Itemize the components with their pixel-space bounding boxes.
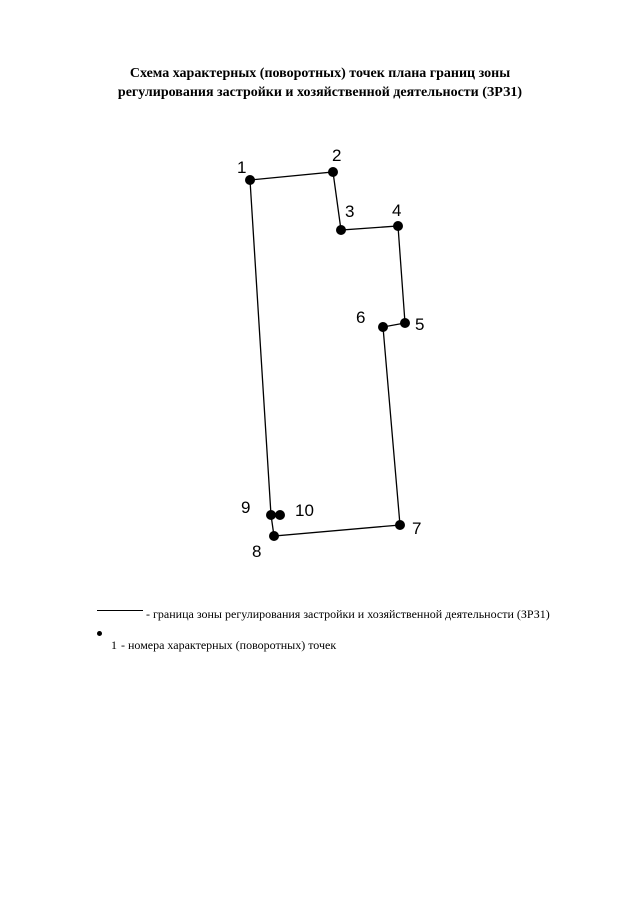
point-label-6: 6 bbox=[356, 308, 366, 327]
point-marker-7 bbox=[395, 520, 405, 530]
legend-point-text: - номера характерных (поворотных) точек bbox=[121, 638, 337, 652]
point-5 bbox=[400, 315, 424, 334]
point-dot-icon bbox=[97, 631, 102, 636]
boundary-line-symbol bbox=[97, 610, 143, 611]
point-1 bbox=[237, 158, 255, 185]
scheme-title-line-1: Схема характерных (поворотных) точек плана границ зоны bbox=[129, 66, 511, 81]
point-label-5: 5 bbox=[415, 315, 425, 334]
legend-boundary-text: - граница зоны регулирования застройки и хозяйственной деятельности (ЗРЗ1) bbox=[146, 607, 550, 621]
point-label-9: 9 bbox=[241, 498, 251, 517]
point-4 bbox=[392, 201, 403, 231]
point-marker-8 bbox=[269, 531, 279, 541]
point-10 bbox=[275, 501, 314, 520]
point-8 bbox=[252, 531, 279, 561]
point-2 bbox=[328, 146, 341, 177]
point-marker-1 bbox=[245, 175, 255, 185]
point-marker-3 bbox=[336, 225, 346, 235]
point-marker-2 bbox=[328, 167, 338, 177]
point-label-1: 1 bbox=[237, 158, 247, 177]
point-marker-10 bbox=[275, 510, 285, 520]
point-marker-6 bbox=[378, 322, 388, 332]
point-label-3: 3 bbox=[345, 202, 355, 221]
point-6 bbox=[356, 308, 388, 332]
point-marker-5 bbox=[400, 318, 410, 328]
point-7 bbox=[395, 519, 421, 538]
legend-point-number: 1 bbox=[111, 638, 117, 652]
zone-boundary-line bbox=[250, 172, 405, 536]
point-label-7: 7 bbox=[412, 519, 422, 538]
point-label-10: 10 bbox=[295, 501, 314, 520]
point-label-8: 8 bbox=[252, 542, 262, 561]
point-marker-4 bbox=[393, 221, 403, 231]
point-label-2: 2 bbox=[332, 146, 342, 165]
scheme-title-line-2: регулирования застройки и хозяйственной деятельности (ЗРЗ1) bbox=[117, 85, 523, 100]
point-marker-9 bbox=[266, 510, 276, 520]
point-label-4: 4 bbox=[392, 201, 402, 220]
